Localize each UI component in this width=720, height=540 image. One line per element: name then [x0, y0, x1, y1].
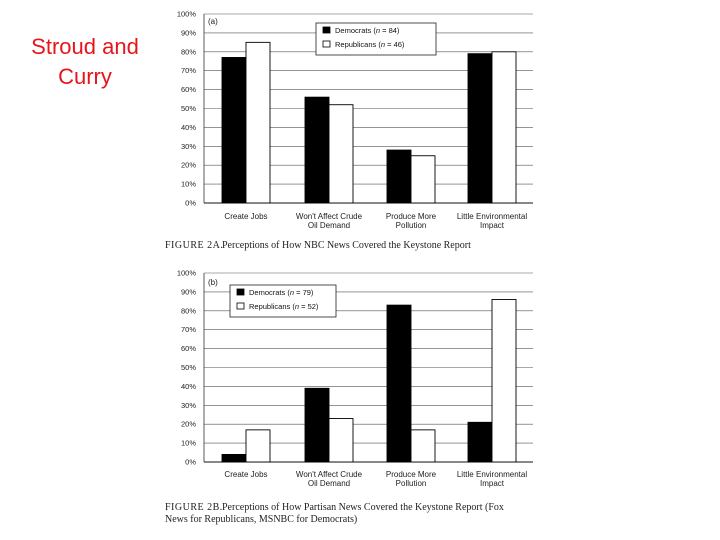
legend-label-rest: = 46): [385, 40, 405, 49]
y-tick-label: 50%: [180, 363, 196, 372]
category-label: Pollution: [395, 221, 427, 230]
legend-swatch: [237, 289, 244, 295]
y-tick-label: 100%: [176, 9, 196, 19]
y-tick-label: 60%: [180, 85, 196, 95]
category-label: Won't Affect Crude: [295, 212, 363, 221]
y-tick-label: 10%: [180, 438, 196, 448]
legend-label: [249, 302, 319, 311]
legend-swatch: [323, 27, 330, 33]
panel-label: (a): [208, 17, 218, 26]
y-tick-label: 30%: [180, 400, 196, 410]
category-label: Pollution: [395, 479, 427, 488]
legend-label: [335, 26, 400, 35]
bar-republicans: [411, 156, 435, 203]
category-label: Produce More: [385, 470, 437, 479]
chart-b: [165, 269, 533, 526]
category-label: Produce More: [385, 212, 437, 221]
y-tick-label: 70%: [180, 325, 196, 335]
category-label: Impact: [479, 479, 505, 488]
legend-label-rest: = 52): [299, 302, 319, 311]
category-label: Oil Demand: [307, 479, 351, 488]
figure-caption-text: News for Republicans, MSNBC for Democrats): [165, 514, 358, 525]
figure-caption-label: FIGURE 2B.: [165, 502, 223, 513]
figure-caption-text: Perceptions of How Partisan News Covered the Keystone Report (Fox: [222, 502, 504, 513]
bar-republicans: [492, 299, 516, 462]
bar-democrats: [387, 150, 411, 203]
y-tick-label: 10%: [180, 179, 196, 189]
bar-democrats: [222, 454, 246, 462]
legend-label-text: Democrats (: [249, 288, 290, 297]
category-label: Little Environmental: [456, 212, 528, 221]
bar-democrats: [468, 422, 492, 462]
legend-label-rest: = 84): [380, 26, 400, 35]
y-tick-label: 0%: [185, 198, 196, 208]
legend-swatch: [237, 303, 244, 309]
y-tick-label: 70%: [180, 66, 196, 76]
figure-caption-text: Perceptions of How NBC News Covered the Keystone Report: [222, 240, 471, 251]
y-tick-label: 60%: [180, 344, 196, 354]
legend-label-var: n: [380, 40, 386, 49]
y-tick-label: 80%: [180, 306, 196, 316]
bar-republicans: [411, 430, 435, 462]
bar-republicans: [329, 419, 353, 462]
y-tick-label: 40%: [180, 122, 196, 132]
legend-label-text: Democrats (: [335, 26, 376, 35]
bar-democrats: [222, 57, 246, 203]
bar-democrats: [305, 97, 329, 203]
bar-republicans: [329, 105, 353, 203]
category-label: Oil Demand: [307, 221, 351, 230]
slide-title-line-2: Curry: [58, 64, 112, 89]
y-tick-label: 50%: [180, 104, 196, 113]
y-tick-label: 90%: [180, 287, 196, 297]
category-label: Create Jobs: [224, 470, 268, 479]
y-tick-label: 80%: [180, 47, 196, 57]
y-tick-label: 0%: [185, 457, 196, 467]
legend-label-text: Republicans (: [249, 302, 295, 311]
chart-a: [165, 10, 533, 252]
figure-caption-label: FIGURE 2A.: [165, 240, 224, 251]
y-tick-label: 100%: [176, 268, 196, 278]
legend: [316, 23, 436, 55]
category-label: Won't Affect Crude: [295, 470, 363, 479]
y-tick-label: 40%: [180, 381, 196, 391]
y-tick-label: 90%: [180, 28, 196, 38]
y-tick-label: 20%: [180, 419, 196, 429]
legend-label-rest: = 79): [294, 288, 314, 297]
legend: [230, 285, 336, 317]
category-label: Little Environmental: [456, 470, 528, 479]
legend-label-text: Republicans (: [335, 40, 381, 49]
y-tick-label: 20%: [180, 160, 196, 170]
category-label: Create Jobs: [224, 212, 268, 221]
bar-democrats: [468, 54, 492, 203]
slide-title-line-1: Stroud and: [31, 34, 139, 59]
legend-label: [335, 40, 405, 49]
bar-democrats: [387, 305, 411, 462]
legend-label-var: n: [289, 288, 295, 297]
legend-label: [249, 288, 314, 297]
panel-label: (b): [208, 278, 218, 287]
category-label: Impact: [479, 221, 505, 230]
legend-label-var: n: [375, 26, 381, 35]
legend-swatch: [323, 41, 330, 47]
bar-republicans: [246, 42, 270, 203]
bar-republicans: [492, 52, 516, 203]
bar-republicans: [246, 430, 270, 462]
y-tick-label: 30%: [180, 141, 196, 151]
bar-democrats: [305, 388, 329, 462]
legend-label-var: n: [294, 302, 300, 311]
